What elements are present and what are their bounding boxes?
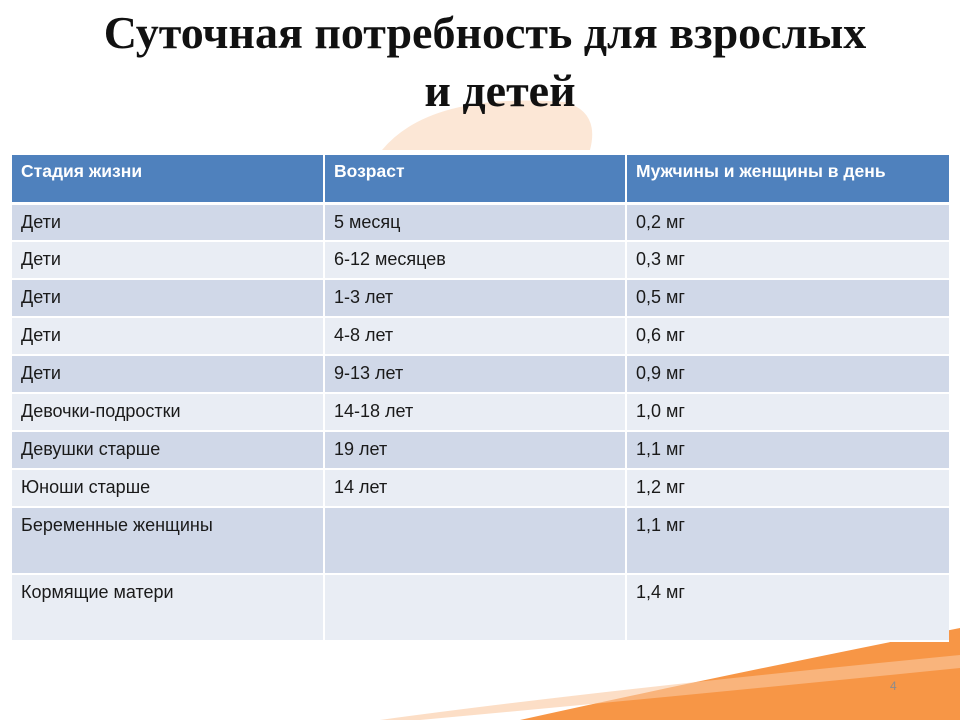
cell-life-stage: Дети bbox=[12, 203, 324, 241]
table-row bbox=[12, 355, 949, 393]
slide-title-line2: и детей bbox=[424, 65, 576, 116]
cell-life-stage: Дети bbox=[12, 241, 324, 279]
cell-age bbox=[324, 507, 626, 574]
cell-daily-amount: 1,2 мг bbox=[626, 469, 949, 507]
cell-daily-amount: 0,3 мг bbox=[626, 241, 949, 279]
cell-daily-amount: 1,1 мг bbox=[626, 507, 949, 574]
cell-daily-amount: 1,1 мг bbox=[626, 431, 949, 469]
cell-daily-amount: 0,5 мг bbox=[626, 279, 949, 317]
cell-daily-amount: 1,4 мг bbox=[626, 574, 949, 641]
cell-daily-amount: 1,0 мг bbox=[626, 393, 949, 431]
slide-title-line1: Суточная потребность для взрослых bbox=[103, 7, 867, 58]
table-row bbox=[12, 203, 949, 241]
slide-title bbox=[20, 4, 950, 120]
cell-life-stage: Кормящие матери bbox=[12, 574, 324, 641]
table-row bbox=[12, 317, 949, 355]
cell-age: 9-13 лет bbox=[324, 355, 626, 393]
cell-age: 14-18 лет bbox=[324, 393, 626, 431]
table-row bbox=[12, 431, 949, 469]
header-daily-amount: Мужчины и женщины в день bbox=[626, 155, 949, 203]
page-number: 4 bbox=[890, 679, 897, 693]
cell-life-stage: Дети bbox=[12, 355, 324, 393]
cell-daily-amount: 0,9 мг bbox=[626, 355, 949, 393]
cell-daily-amount: 0,6 мг bbox=[626, 317, 949, 355]
cell-age: 4-8 лет bbox=[324, 317, 626, 355]
table-header-row bbox=[12, 155, 949, 203]
cell-life-stage: Девочки-подростки bbox=[12, 393, 324, 431]
header-age: Возраст bbox=[324, 155, 626, 203]
cell-daily-amount: 0,2 мг bbox=[626, 203, 949, 241]
header-life-stage: Стадия жизни bbox=[12, 155, 324, 203]
cell-age: 14 лет bbox=[324, 469, 626, 507]
table-row bbox=[12, 507, 949, 574]
cell-age: 19 лет bbox=[324, 431, 626, 469]
cell-life-stage: Девушки старше bbox=[12, 431, 324, 469]
cell-age bbox=[324, 574, 626, 641]
cell-age: 6-12 месяцев bbox=[324, 241, 626, 279]
table-row bbox=[12, 241, 949, 279]
cell-life-stage: Беременные женщины bbox=[12, 507, 324, 574]
cell-age: 1-3 лет bbox=[324, 279, 626, 317]
table-row bbox=[12, 469, 949, 507]
cell-age: 5 месяц bbox=[324, 203, 626, 241]
table-row bbox=[12, 574, 949, 641]
table-row bbox=[12, 279, 949, 317]
cell-life-stage: Дети bbox=[12, 279, 324, 317]
cell-life-stage: Юноши старше bbox=[12, 469, 324, 507]
table-row bbox=[12, 393, 949, 431]
requirements-table bbox=[12, 155, 949, 642]
cell-life-stage: Дети bbox=[12, 317, 324, 355]
